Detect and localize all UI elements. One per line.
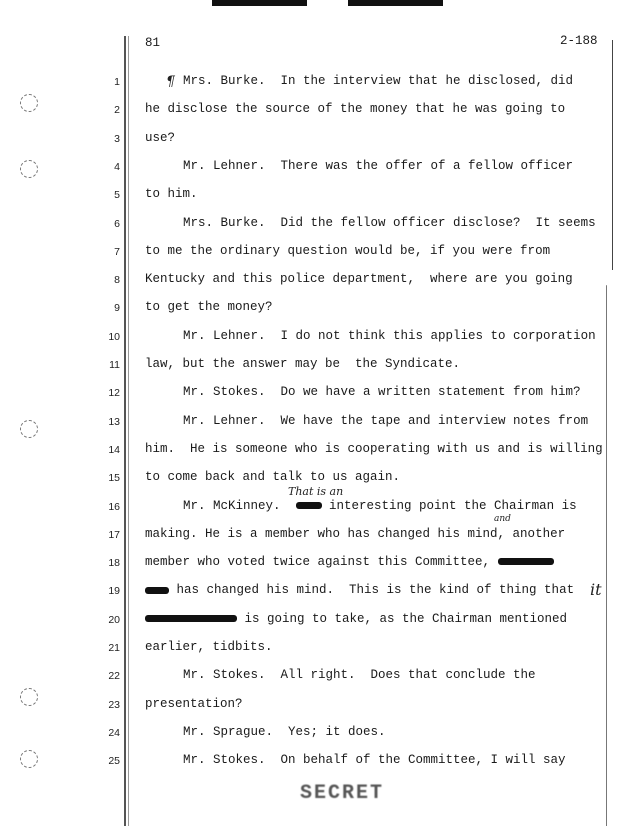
transcript-line	[145, 131, 175, 146]
line-text: him. He is someone who is cooperating with us and is willing	[145, 441, 603, 456]
line-text: Mr. Stokes. Do we have a written statement from him?	[183, 385, 581, 400]
line-text: earlier, tidbits.	[145, 640, 273, 654]
margin-rule	[612, 40, 613, 270]
line-text: Mr. Lehner. There was the offer of a fellow officer	[183, 158, 574, 173]
page-number: 81	[145, 36, 161, 50]
line-text: Mr. Stokes. All right. Does that conclude the	[183, 668, 536, 683]
page-reference: 2-188	[560, 34, 598, 48]
handwritten-insert: and	[494, 514, 511, 524]
transcript-line	[145, 300, 273, 315]
line-number: 8	[114, 274, 120, 287]
line-text: interesting point the Chairman is	[321, 498, 577, 513]
line-number: 9	[114, 302, 120, 315]
transcript-line	[145, 442, 603, 457]
transcript-line	[145, 272, 573, 287]
transcript-line	[145, 527, 565, 542]
handwritten-insert: it	[590, 580, 602, 599]
line-number: 14	[108, 443, 120, 456]
line-text: to get the money?	[145, 300, 273, 315]
punch-hole	[20, 750, 38, 768]
transcript-line	[145, 697, 243, 712]
line-number: 5	[114, 189, 120, 202]
paragraph-mark: ¶	[166, 74, 175, 90]
line-number: 15	[108, 472, 120, 485]
transcript-line	[183, 414, 588, 429]
redacted-header-bar	[212, 0, 307, 6]
line-text: Mrs. Burke. In the interview that he disclosed, did	[183, 74, 574, 88]
transcript-line	[183, 385, 581, 400]
transcript-line	[145, 187, 198, 202]
line-number: 10	[108, 330, 120, 343]
handwritten-insert: That is an	[288, 485, 344, 498]
line-number: 21	[108, 642, 120, 654]
line-text: presentation?	[145, 696, 243, 711]
line-text: Mr. Stokes. On behalf of the Committee, I will say	[183, 753, 566, 768]
transcript-line	[145, 612, 567, 627]
line-text: Mr. Sprague. Yes; it does.	[183, 724, 386, 739]
line-text: Mr. Lehner. I do not think this applies to corporation	[183, 328, 596, 343]
transcript-line	[183, 668, 536, 683]
redaction-mark	[296, 502, 322, 509]
line-number: 3	[114, 132, 120, 145]
line-text: he disclose the source of the money that he was going to	[145, 102, 566, 117]
redaction-mark	[498, 558, 554, 565]
classification-stamp: SECRET	[300, 782, 385, 805]
line-text: member who voted twice against this Committee,	[145, 555, 498, 570]
transcript-line	[145, 640, 273, 655]
margin-rule	[606, 285, 607, 826]
line-number: 19	[108, 585, 120, 598]
line-text: Mr. McKinney.	[183, 498, 296, 513]
line-text: to him.	[145, 187, 198, 202]
transcript-line	[145, 555, 554, 570]
line-number: 20	[108, 613, 120, 626]
line-number: 16	[108, 500, 120, 513]
line-number: 4	[114, 160, 120, 173]
line-number: 1	[114, 76, 120, 88]
punch-hole	[20, 688, 38, 706]
punch-hole	[20, 160, 38, 178]
line-text: use?	[145, 130, 176, 145]
punch-hole	[20, 420, 38, 438]
line-text: to come back and talk to us again.	[145, 470, 401, 485]
transcript-line	[145, 470, 400, 485]
line-number: 2	[114, 104, 120, 117]
line-text: making. He is a member who has changed his mind, another	[145, 526, 566, 541]
line-number: 25	[108, 755, 120, 768]
transcript-line	[145, 357, 460, 372]
line-text: Mr. Lehner. We have the tape and interview notes from	[183, 413, 589, 428]
line-number: 18	[108, 557, 120, 570]
transcript-line	[183, 753, 566, 768]
transcript-line	[145, 583, 574, 598]
line-number: 7	[114, 245, 120, 258]
transcript-line	[183, 499, 577, 514]
line-number: 22	[108, 670, 120, 683]
transcript-line	[183, 329, 596, 344]
redacted-header-bar	[348, 0, 443, 6]
transcript-line	[183, 74, 573, 89]
line-number: 6	[114, 217, 120, 230]
punch-hole	[20, 94, 38, 112]
line-text: to me the ordinary question would be, if you were from	[145, 243, 551, 258]
transcript-line	[183, 725, 386, 740]
margin-rule	[124, 36, 126, 826]
line-number: 11	[109, 359, 120, 371]
line-number: 12	[108, 387, 120, 400]
line-text: is going to take, as the Chairman mentioned	[237, 611, 568, 626]
transcript-line	[183, 159, 573, 174]
margin-rule	[128, 36, 129, 826]
transcript-line	[145, 102, 565, 117]
transcript-line	[145, 244, 550, 259]
redaction-mark	[145, 615, 237, 622]
line-text: law, but the answer may be the Syndicate.	[145, 357, 461, 371]
line-number: 17	[108, 528, 120, 541]
transcript-line	[183, 216, 596, 231]
line-text: has changed his mind. This is the kind of thing that	[169, 583, 575, 598]
line-text: Mrs. Burke. Did the fellow officer disclose? It seems	[183, 215, 596, 230]
line-text: Kentucky and this police department, where are you going	[145, 272, 573, 287]
redaction-mark	[145, 587, 169, 594]
line-number: 24	[108, 726, 120, 739]
line-number: 13	[108, 415, 120, 428]
line-number: 23	[108, 698, 120, 711]
